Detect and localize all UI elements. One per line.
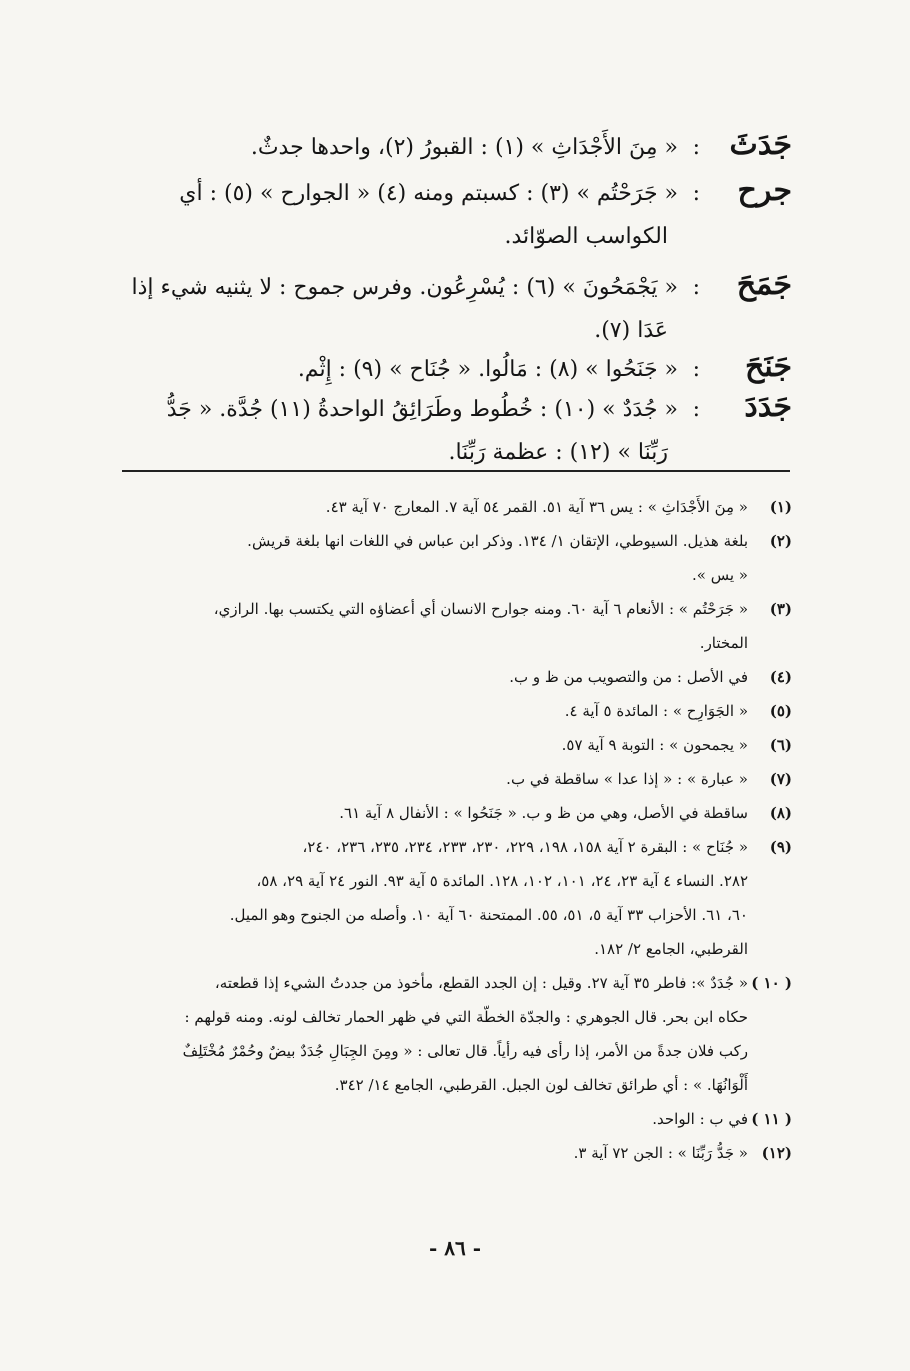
footnote <box>112 762 792 796</box>
footnote-number: (٦) <box>769 736 792 754</box>
footnote-text-continued: ركب فلان جدةً من الأمر، إذا رأى فيه رأياً. قال تعالى : « ومِنَ الجِبَالِ جُدَدٌ بيضٌ وحُمْرٌ مُخْتَلِفٌ <box>182 1042 748 1060</box>
footnote-number: (٢) <box>769 532 792 550</box>
footnote-number: (٩) <box>769 838 792 856</box>
footnote-text-continued: أَلْوَانُهَا. » : أي طرائق تخالف لون الجبل. القرطبي، الجامع ١٤/ ٣٤٢. <box>334 1076 748 1094</box>
entry-headword: جَدَثَ <box>729 127 792 162</box>
entry-jadad <box>122 384 792 476</box>
footnote-divider <box>122 470 790 472</box>
entry-jadath <box>122 122 792 168</box>
footnote-number: (١) <box>769 498 792 516</box>
entry-colon: : <box>692 275 700 300</box>
footnote-number: ( ١١ ) <box>751 1110 792 1128</box>
entry-colon: : <box>692 397 700 422</box>
entry-colon: : <box>692 135 700 160</box>
entry-text: « جَنَحُوا » (٨) : مَالُوا. « جُنَاح » (٩) : إِثْم. <box>297 357 678 382</box>
footnote-text: « يجمحون » : التوبة ٩ آية ٥٧. <box>561 736 748 754</box>
entry-text-continued: الكواسب الصوّائد. <box>504 224 668 249</box>
entry-text: « جَرَحْتُم » (٣) : كسبتم ومنه (٤) « الجوارح » (٥) : أي <box>179 181 678 206</box>
footnote-number: (٣) <box>769 600 792 618</box>
footnote-number: (٤) <box>769 668 792 686</box>
footnote <box>112 796 792 830</box>
footnote <box>112 966 792 1000</box>
footnote-number: ( ١٠ ) <box>751 974 792 992</box>
footnote-number: (٧) <box>769 770 792 788</box>
footnote <box>112 1136 792 1170</box>
footnote-text-continued: « يس ». <box>692 566 748 584</box>
footnote <box>112 490 792 524</box>
footnote-text-continued: القرطبي، الجامع ٢/ ١٨٢. <box>594 940 748 958</box>
footnote-text: « مِنَ الأَجْدَاثِ » : يس ٣٦ آية ٥١. القمر ٥٤ آية ٧. المعارج ٧٠ آية ٤٣. <box>325 498 748 516</box>
footnote-text: « جَدُّ رَبِّنَا » : الجن ٧٢ آية ٣. <box>573 1144 748 1162</box>
page-number: - ٨٦ - <box>428 1236 481 1260</box>
entry-text: « يَجْمَحُونَ » (٦) : يُسْرِعُون. وفرس جموح : لا يثنيه شيء إذا <box>131 275 678 300</box>
footnote-number: (٨) <box>769 804 792 822</box>
footnote-text: « عبارة » : « إذا عدا » ساقطة في ب. <box>506 770 748 788</box>
entry-jamah <box>122 262 792 354</box>
footnote-text: « الجَوَارِح » : المائدة ٥ آية ٤. <box>564 702 748 720</box>
footnote-text: « جَرَحْتُم » : الأنعام ٦ آية ٦٠. ومنه جوارح الانسان أي أعضاؤه التي يكتسب بها. الرازي، <box>213 600 748 618</box>
footnote <box>112 728 792 762</box>
entry-headword: جَمَحَ <box>736 267 792 302</box>
entry-text: « جُدَدٌ » (١٠) : خُطُوط وطَرَائِقُ الواحدةُ (١١) جُدَّة. « جَدُّ <box>166 397 678 422</box>
entry-text-continued: عَدَا (٧). <box>594 318 668 343</box>
footnote <box>112 1102 792 1136</box>
footnote-text: « جُنَاح » : البقرة ٢ آية ١٥٨، ١٩٨، ٢٢٩، ٢٣٠، ٢٣٣، ٢٣٤، ٢٣٥، ٢٣٦، ٢٤٠، <box>302 838 748 856</box>
footnote-text: ساقطة في الأصل، وهي من ظ و ب. « جَنَحُوا » : الأنفال ٨ آية ٦١. <box>339 804 748 822</box>
entry-headword: جَدَدَ <box>744 389 792 424</box>
footnote-text-continued: المختار. <box>699 634 748 652</box>
entry-colon: : <box>692 357 700 382</box>
entry-jarh <box>122 168 792 260</box>
entry-headword: جَنَحَ <box>745 349 792 384</box>
footnotes <box>112 490 792 1170</box>
footnote-text: في ب : الواحد. <box>652 1110 748 1128</box>
footnote <box>112 524 792 558</box>
footnote <box>112 694 792 728</box>
footnote-text: في الأصل : من والتصويب من ظ و ب. <box>509 668 748 686</box>
footnote <box>112 592 792 626</box>
footnote <box>112 830 792 864</box>
footnote-text: « جُدَدٌ »: فاطر ٣٥ آية ٢٧. وقيل : إن الجدد القطع، مأخوذ من جددتُ الشيء إذا قطعته، <box>214 974 748 992</box>
entry-headword: جرح <box>737 173 792 208</box>
footnote-text-continued: ٦٠، ٦١. الأحزاب ٣٣ آية ٥، ٥١، ٥٥. الممتحنة ٦٠ آية ١٠. وأصله من الجنوح وهو الميل. <box>229 906 748 924</box>
footnote-number: (٥) <box>769 702 792 720</box>
footnote-number: (١٢) <box>761 1144 792 1162</box>
entry-text-continued: رَبِّنَا » (١٢) : عظمة رَبِّنَا. <box>448 440 668 465</box>
entry-text: « مِنَ الأَجْدَاثِ » (١) : القبورُ (٢)، واحدها جدثٌ. <box>250 135 678 160</box>
footnote-text: بلغة هذيل. السيوطي، الإتقان ١/ ١٣٤. وذكر ابن عباس في اللغات انها بلغة قريش. <box>247 532 748 550</box>
entry-colon: : <box>692 181 700 206</box>
footnote-text-continued: ٢٨٢. النساء ٤ آية ٢٣، ٢٤، ١٠١، ١٠٢، ١٢٨. المائدة ٥ آية ٩٣. النور ٢٤ آية ٢٩، ٥٨، <box>256 872 748 890</box>
footnote-text-continued: حكاه ابن بحر. قال الجوهري : والجدّة الخطّة التي في ظهر الحمار تخالف لونه. ومنه قولهم : <box>184 1008 748 1026</box>
footnote <box>112 660 792 694</box>
